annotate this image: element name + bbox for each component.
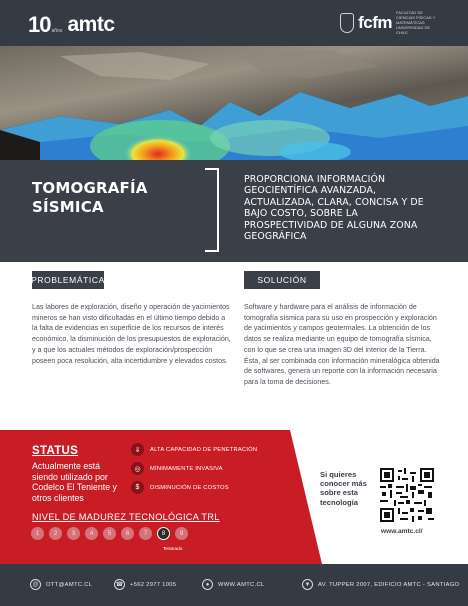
footer-bar (0, 564, 468, 606)
footer-address-text: AV. TUPPER 2007, EDIFICIO AMTC - SANTIAGO (318, 581, 460, 588)
website-link[interactable]: www.amtc.cl/ (381, 528, 423, 535)
title-line-2: SÍSMICA (32, 198, 104, 216)
noninvasive-icon: ◎ (131, 462, 144, 475)
email-icon: @ (30, 579, 41, 590)
globe-icon: ● (202, 579, 213, 590)
footer-phone-text: +562 2977 1005 (130, 581, 177, 588)
feature-label: DISMINUCIÓN DE COSTOS (150, 484, 229, 491)
qr-code-icon (380, 468, 434, 522)
cost-icon: $ (131, 481, 144, 494)
status-title: STATUS (32, 445, 79, 457)
problem-label: PROBLEMÁTICA (32, 271, 104, 289)
header-bar (0, 0, 468, 46)
title-line-1: TOMOGRAFÍA (32, 179, 148, 197)
location-pin-icon: ▼ (302, 579, 313, 590)
trl-current-note: Testeado (163, 547, 183, 552)
solution-text: Software y hardware para el análisis de información de tomografía sísmica para su uso en prospección y exploración de yacimientos y campos geotermales. La obtención de los datos se realiza mediante un equipo de tomografía sísmica, con lo que se crea una imagen 3D del interior de la Tierra. Ésta, al ser combinada con información mineralógica obtenida de softwares, genera un reporte con la información necesaria para la toma de decisiones. (244, 303, 440, 386)
bracket-divider (205, 168, 219, 252)
footer-address (302, 579, 459, 590)
footer-web-text: WWW.AMTC.CL (218, 581, 265, 588)
problem-text: Las labores de exploración, diseño y operación de yacimientos mineros se han visto dificultadas en el último tiempo debido a la falta de evidencias en superficie de los recursos de interés económico, la disminución de los presupuestos de exploración, y a que los actuales métodos de exploración/prospección poseen poca resolución, alta incertidumbre y elevados costos. (32, 303, 231, 365)
footer-email-text: OTT@AMTC.CL (46, 581, 93, 588)
trl-level-1: 1 (31, 527, 44, 540)
trl-level-7: 7 (139, 527, 152, 540)
seismic-tomography-image (0, 46, 468, 160)
trl-scale (31, 527, 188, 540)
phone-icon: ☎ (114, 579, 125, 590)
solution-label: SOLUCIÓN (244, 271, 320, 289)
tagline: PROPORCIONA INFORMACIÓN GEOCIENTÍFICA AVANZADA, ACTUALIZADA, CLARA, CONCISA Y DE BAJO COSTO, SOBRE LA PROSPECTIVIDAD DE ALGUNA ZONA GEOGRÁFICA (244, 174, 424, 243)
footer-phone[interactable] (114, 579, 176, 590)
feature-noninvasive (131, 462, 223, 475)
feature-cost (131, 481, 229, 494)
status-text: Actualmente está siendo utilizado por Codelco El Teniente y otros clientes (32, 461, 117, 503)
university-crest-icon (340, 13, 354, 33)
trl-level-6: 6 (121, 527, 134, 540)
logo-anniversary-label: años (51, 28, 63, 34)
fcfm-subtitle: FACULTAD DE CIENCIAS FÍSICAS Y MATEMÁTICAS UNIVERSIDAD DE CHILE (396, 10, 436, 35)
trl-level-5: 5 (103, 527, 116, 540)
trl-level-9: 9 (175, 527, 188, 540)
logo-wordmark: amtc (67, 13, 115, 36)
feature-penetration (131, 443, 257, 456)
feature-label: MÍNIMAMENTE INVASIVA (150, 465, 223, 472)
tomography-render (0, 46, 468, 160)
fcfm-logo (340, 10, 442, 35)
trl-level-2: 2 (49, 527, 62, 540)
feature-label: ALTA CAPACIDAD DE PENETRACIÓN (150, 446, 258, 453)
logo-anniversary-number: 10 (28, 12, 51, 37)
fcfm-wordmark: fcfm (358, 12, 392, 32)
title-band (0, 160, 468, 262)
trl-title: NIVEL DE MADUREZ TECNOLÓGICA TRL (32, 512, 220, 522)
page-title (32, 179, 192, 217)
trl-level-8-current: 8 (157, 527, 170, 540)
trl-level-3: 3 (67, 527, 80, 540)
penetration-icon: ⇓ (131, 443, 144, 456)
footer-web[interactable] (202, 579, 264, 590)
amtc-logo (28, 9, 115, 37)
contact-cta: Si quieres conocer más sobre esta tecnología (320, 470, 367, 507)
qr-code[interactable] (380, 468, 434, 522)
footer-email[interactable] (30, 579, 92, 590)
trl-level-4: 4 (85, 527, 98, 540)
